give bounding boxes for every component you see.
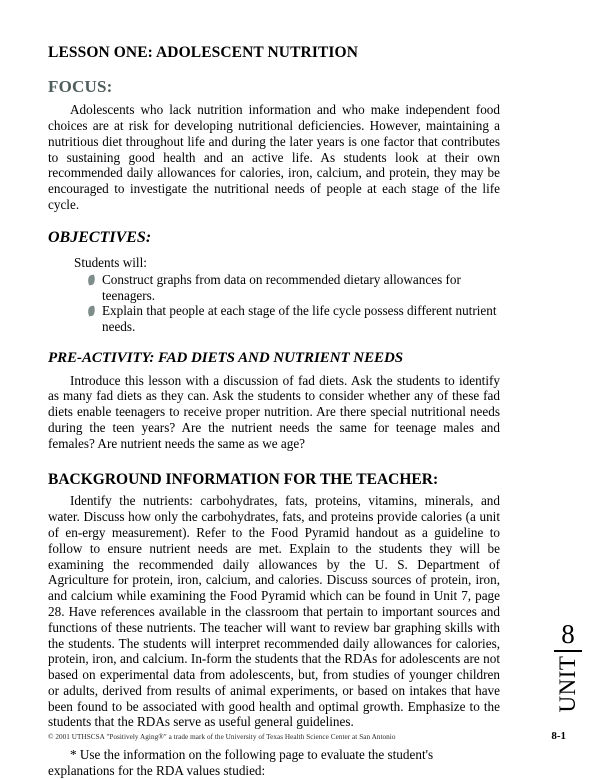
- focus-heading: FOCUS:: [48, 76, 113, 96]
- list-item-label: Explain that people at each stage of the life cycle possess different nutrient needs.: [102, 303, 497, 334]
- unit-tab: [548, 620, 588, 738]
- objectives-lead-in: Students will:: [74, 255, 147, 271]
- objectives-heading: OBJECTIVES:: [48, 228, 152, 246]
- pre-activity-paragraph: Introduce this lesson with a discussion of fad diets. Ask the students to identify as many fad diets as they can. Ask the students to consider whether any of these fad diets enable teenagers to receive proper nutrition. Are there special nutritional needs during the teen years? Are the nutrient needs the same for teenage males and females? Are nutrient needs the same as we age?: [48, 372, 500, 451]
- objectives-list: [48, 272, 500, 334]
- list-item: [88, 303, 500, 334]
- copyright-notice: © 2001 UTHSCSA "Positively Aging®" a trade mark of the University of Texas Health Science Center at San Antonio: [48, 733, 396, 741]
- pre-activity-heading: PRE-ACTIVITY: FAD DIETS AND NUTRIENT NEEDS: [48, 350, 404, 367]
- background-paragraph: Identify the nutrients: carbohydrates, fats, proteins, vitamins, minerals, and water. Discuss how only the carbohydrates, fats, and proteins provide calories (a unit of en-ergy measurement). Refer to the Food Pyramid handout as a guideline to follow to ensure nutrient needs are met. Explain to the students they will be examining the recommended daily allowances by the U. S. Department of Agriculture for protein, iron, calcium, and calories. Discuss sources of protein, iron, and calcium while examining the Food Pyramid which can be found in Unit 7, page 28. Have references available in the classroom that pertain to important sources and functions of these nutrients. The teacher will want to review bar graphing skills with the students. The students will interpret recommended daily allowances for calories, protein, iron, and calcium. In-form the students that the RDAs for adolescents are not based on experimental data from adolescents, but, from studies of younger children or adults, derived from results of animal experiments, or based on intakes that have been found to be associated with good health and optimal growth. Emphasize to the students that the RDAs serve as useful general guidelines.: [48, 493, 500, 730]
- background-heading: BACKGROUND INFORMATION FOR THE TEACHER:: [48, 470, 439, 488]
- page-number: 8-1: [551, 730, 566, 742]
- document-content: [48, 44, 500, 779]
- lesson-title-text: LESSON ONE: ADOLESCENT NUTRITION: [48, 44, 358, 61]
- unit-label: UNIT: [555, 655, 580, 713]
- list-item: [88, 272, 500, 303]
- leaf-bullet-icon: [87, 274, 95, 285]
- unit-number: 8: [561, 619, 575, 649]
- list-item-label: Construct graphs from data on recommended dietary allowances for teenagers.: [102, 271, 461, 303]
- background-note: * Use the information on the following page to evaluate the student's explanations for the RDA values studied:: [48, 747, 434, 779]
- leaf-bullet-icon: [87, 306, 95, 317]
- focus-paragraph: Adolescents who lack nutrition information and who make independent food choices are at risk for developing nutritional deficiencies. However, maintaining a nutritious diet throughout life and during the later years is one factor that contributes to sustaining good health and an active life. As students look at their own recommended daily allowances for calories, iron, calcium, and protein, they may be encouraged to investigate the nutritional needs of people at each stage of the life cycle.: [48, 102, 500, 212]
- page-title: [48, 44, 500, 63]
